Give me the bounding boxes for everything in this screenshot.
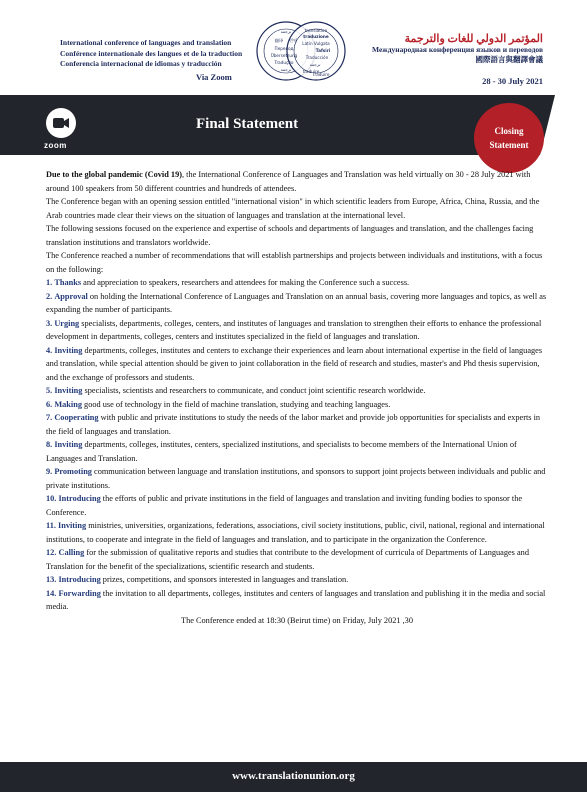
logo-word: 翻译 — [274, 38, 284, 43]
item-number: 13. — [46, 575, 57, 584]
item-keyword: Introducing — [58, 494, 101, 503]
recommendation-item — [46, 587, 548, 614]
closing-statement-badge: Closing Statement — [474, 103, 544, 173]
item-number: 6. — [46, 399, 53, 409]
logo-word: Tafsiri — [315, 48, 331, 53]
item-keyword: Promoting — [54, 467, 92, 476]
title-russian: Международная конференция языков и переводов — [372, 44, 543, 54]
conference-logo — [251, 18, 351, 84]
item-number: 9. — [46, 467, 53, 476]
logo-word: ترجمه — [309, 62, 321, 67]
item-text: good use of technology in the field of machine translation, studying and teaching languages. — [81, 399, 391, 409]
logo-word: ترجمة — [280, 67, 292, 72]
item-keyword: Thanks — [54, 278, 82, 287]
paragraph: The Conference reached a number of recommendations that will establish partnerships and projects between individuals and institutions, with a focus on the following: — [46, 251, 543, 274]
recommendation-item — [46, 465, 548, 492]
item-number: 2. — [46, 291, 53, 301]
item-number: 10. — [46, 494, 57, 503]
recommendation-item — [46, 573, 548, 587]
item-keyword: Making — [54, 399, 82, 409]
item-number: 3. — [46, 318, 53, 328]
item-text: the invitation to all departments, colleges, institutes and centers of languages and translation and publishing it in the media and social media. — [46, 588, 546, 611]
logo-icon — [251, 18, 351, 84]
item-text: and appreciation to speakers, researchers and attendees for making the Conference such a success. — [81, 278, 410, 287]
item-text: ministries, universities, organizations, federations, associations, civil society institutions, public, civil, national, regional and international institutions, to cooperate and integrate in the field of languages and translation, and to participate in the organization the Conference. — [46, 521, 545, 544]
logo-word: Latin Vulgata — [302, 41, 330, 46]
recommendation-item — [46, 411, 548, 438]
zoom-logo — [46, 108, 76, 138]
website-link[interactable]: www.translationunion.org — [232, 770, 355, 782]
item-keyword: Forwarding — [58, 588, 101, 598]
logo-word: Traducción — [305, 55, 329, 60]
title-english: International conference of languages and translation — [60, 38, 232, 47]
recommendation-item — [46, 276, 548, 290]
item-keyword: Inviting — [54, 386, 83, 395]
item-text: departments, colleges, institutes, centers, specialized institutions, and specialists to become members of the International Union of Languages and Translation. — [46, 440, 517, 463]
item-number: 1. — [46, 278, 53, 287]
item-text: with public and private institutions to study the needs of the labor market and provide job opportunities for specialists and experts in the field of languages and translation. — [46, 413, 541, 436]
logo-word: 번역 — [288, 38, 298, 43]
video-camera-icon — [46, 108, 76, 138]
recommendation-item — [46, 546, 548, 573]
recommendations-list — [46, 276, 548, 614]
item-text: the efforts of public and private institutions in the field of languages and translation and inviting funding bodies to sponsor the Conference. — [46, 494, 523, 517]
recommendation-item — [46, 492, 548, 519]
closing-line: The Conference ended at 18:30 (Beirut time) on Friday, July 2021 ,30 — [181, 615, 413, 625]
logo-word: Tradução — [274, 60, 294, 65]
item-number: 11. — [46, 521, 56, 530]
item-text: specialists, departments, colleges, centers, and institutes of languages and translation to strengthen their efforts to enhance the professional development in departments, colleges, centers and institutes specialized in the field of languages and translation. — [46, 318, 542, 341]
title-french: Conférence internationale des langues et de la traduction — [60, 48, 243, 58]
item-keyword: Introducing — [58, 575, 101, 584]
logo-word: traduire — [302, 69, 320, 74]
recommendation-item — [46, 344, 548, 385]
item-number: 12. — [46, 548, 57, 557]
item-keyword: Approval — [54, 291, 88, 301]
logo-word: traduzione — [303, 34, 329, 39]
title-chinese: 國際語言與翻譯會議 — [475, 55, 543, 64]
paragraph: The following sessions focused on the experience and expertise of schools and departments of languages and translation, and the challenges facing translation institutions and translators worldwide. — [46, 224, 534, 247]
item-keyword: Calling — [58, 548, 85, 557]
header-left-titles — [60, 38, 242, 70]
intro-paragraph: Due to the global pandemic (Covid 19), the International Conference of Languages and Translation was held virtually on 30 - 28 July 2021 with around 100 speakers from 50 different countries and hundreds of attendees. — [46, 170, 531, 193]
item-number: 14. — [46, 588, 57, 598]
item-keyword: Inviting — [54, 345, 83, 355]
item-keyword: Inviting — [54, 440, 83, 449]
recommendation-item — [46, 438, 548, 465]
logo-word: Übersetzung — [270, 53, 298, 58]
item-text: for the submission of qualitative reports and studies that contribute to the development of curricula of Departments of Languages and Translation for the benefit of the specializations, scientific research and students. — [46, 548, 529, 571]
recommendation-item — [46, 290, 548, 317]
conference-dates: 28 - 30 July 2021 — [482, 75, 543, 86]
via-zoom-label: Via Zoom — [196, 72, 232, 82]
recommendation-item — [46, 384, 548, 398]
paragraph: The Conference began with an opening session entitled "international vision" in which scientific leaders from Europe, Africa, China, Russia, and the Arab countries made clear their views on the situation of languages and translation at the international level. — [46, 197, 540, 220]
logo-word: Перевод — [274, 46, 294, 51]
item-keyword: Inviting — [58, 521, 87, 530]
item-text: specialists, scientists and researchers to communicate, and conduct joint scientific research worldwide. — [82, 386, 426, 395]
page-title: Final Statement — [196, 116, 299, 132]
recommendation-item — [46, 317, 548, 344]
item-keyword: Cooperating — [54, 413, 99, 422]
recommendation-item — [46, 519, 548, 546]
item-number: 5. — [46, 386, 53, 395]
item-text: departments, colleges, institutes and centers to exchange their experiences and learn about international expertise in the field of languages and translation, while special attention should be given to joint collaboration in the field of research and studies, master's and Phd thesis supervision, and the exchange of professors and students. — [46, 345, 543, 382]
item-keyword: Urging — [54, 318, 80, 328]
item-text: prizes, competitions, and sponsors interested in languages and translation. — [100, 575, 349, 584]
recommendation-item — [46, 398, 548, 412]
title-spanish: Conferencia internacional de idiomas y traducción — [60, 59, 222, 68]
logo-word: Traduire — [312, 72, 330, 77]
item-text: on holding the International Conference of Languages and Translation on an annual basis, covering more languages and topics, as well as expanding the number of participants. — [46, 291, 547, 314]
item-number: 7. — [46, 413, 53, 422]
zoom-wordmark: zoom — [44, 141, 67, 150]
header-right-titles — [372, 34, 543, 86]
item-number: 8. — [46, 440, 53, 449]
logo-word: translation — [304, 28, 328, 33]
item-text: communication between language and translation institutions, and sponsors to support joint projects between individuals and public and private institutions. — [46, 467, 546, 490]
item-number: 4. — [46, 345, 53, 355]
title-arabic: المؤتمر الدولي للغات والترجمة — [404, 33, 543, 45]
logo-word: ترجمة — [280, 29, 292, 34]
statement-body — [46, 168, 548, 627]
